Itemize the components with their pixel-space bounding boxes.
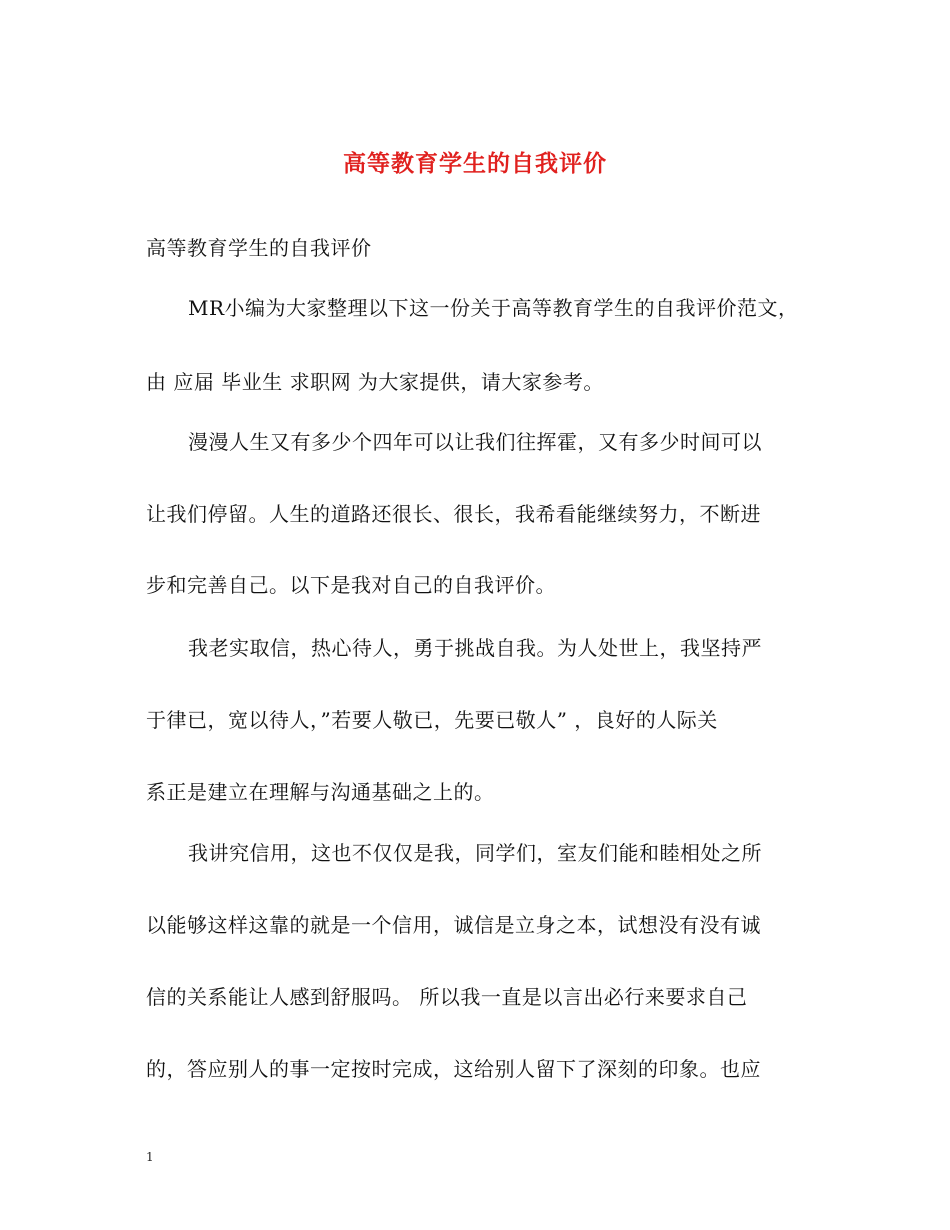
paragraph-line: 于律已，宽以待人，”若要人敬已，先要已敬人” ，良好的人际关 <box>146 708 718 732</box>
paragraph-line: 我讲究信用，这也不仅仅是我，同学们，室友们能和睦相处之所 <box>188 841 762 865</box>
paragraph-line: 以能够这样这靠的就是一个信用，诚信是立身之本，试想没有没有诚 <box>146 913 761 937</box>
page-number: 1 <box>146 1150 154 1164</box>
paragraph-line: 我老实取信，热心待人，勇于挑战自我。为人处世上，我坚持严 <box>188 636 762 660</box>
document-title: 高等教育学生的自我评价 <box>343 150 607 177</box>
paragraph-line: 信的关系能让人感到舒服吗。 所以我一直是以言出必行来要求自己 <box>146 985 748 1009</box>
paragraph-line: MR小编为大家整理以下这一份关于高等教育学生的自我评价范文， <box>188 296 799 320</box>
paragraph-line: 系正是建立在理解与沟通基础之上的。 <box>146 780 495 804</box>
paragraph-line: 漫漫人生又有多少个四年可以让我们往挥霍，又有多少时间可以 <box>188 430 762 454</box>
paragraph-line: 的，答应别人的事一定按时完成，这给别人留下了深刻的印象。也应 <box>146 1057 761 1081</box>
paragraph-line: 由 应届 毕业生 求职网 为大家提供，请大家参考。 <box>146 370 604 394</box>
subtitle-line: 高等教育学生的自我评价 <box>146 236 372 260</box>
paragraph-line: 让我们停留。人生的道路还很长、很长，我希看能继续努力，不断进 <box>146 502 761 526</box>
paragraph-line: 步和完善自己。以下是我对自己的自我评价。 <box>146 573 556 597</box>
